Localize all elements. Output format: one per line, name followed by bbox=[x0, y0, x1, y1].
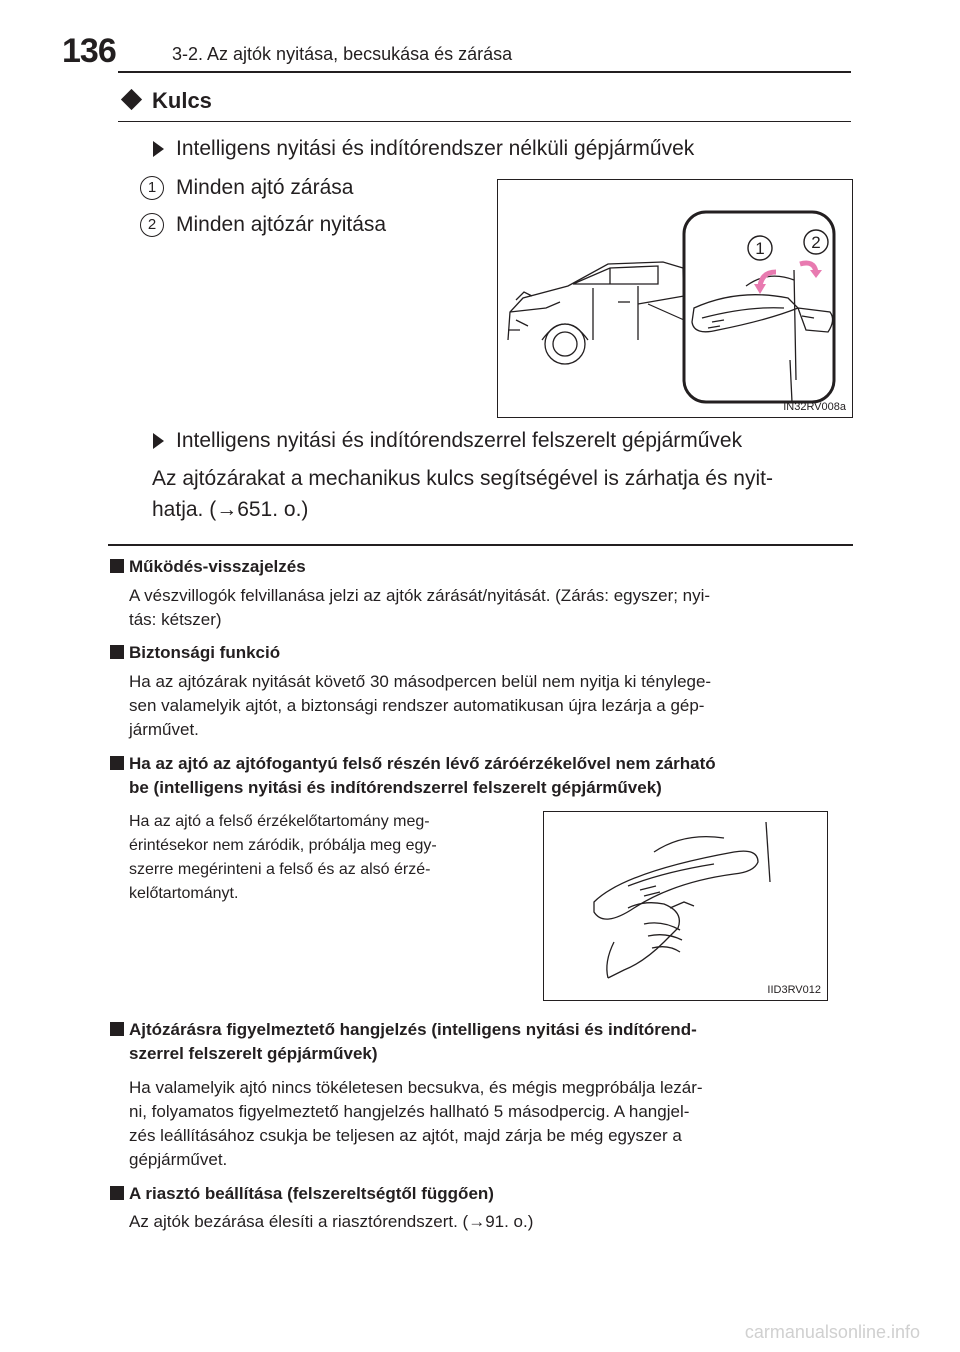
note-4-line-2: ni, folyamatos figyelmeztető hangjelzés hallható 5 másodpercig. A hangjel- bbox=[129, 1102, 690, 1121]
figure-code-1: IN32RV008a bbox=[783, 401, 846, 413]
subsection-body-line-2: hatja. (→651. o.) bbox=[152, 498, 309, 521]
divider-rule bbox=[108, 544, 853, 546]
section-title: Kulcs bbox=[152, 88, 212, 113]
car-door-illustration bbox=[498, 180, 852, 417]
subsection-body-line-1: Az ajtózárakat a mechanikus kulcs segítségével is zárhatja és nyit- bbox=[152, 467, 773, 490]
note-title-4-line-2: szerrel felszerelt gépjárművek) bbox=[129, 1044, 378, 1063]
callout-2-label: 2 bbox=[811, 233, 821, 252]
note-2-line-2: sen valamelyik ajtót, a biztonsági rendszer automatikusan újra lezárja a gép- bbox=[129, 696, 705, 715]
note-5-line-1: Az ajtók bezárása élesíti a riasztórendszert. (→91. o.) bbox=[129, 1212, 534, 1231]
figure-code-2: IID3RV012 bbox=[767, 984, 821, 996]
diamond-bullet-icon bbox=[121, 89, 142, 110]
note-1-line-1: A vészvillogók felvillanása jelzi az ajtók zárását/nyitását. (Zárás: egyszer; nyi- bbox=[129, 586, 711, 605]
door-handle-illustration bbox=[544, 812, 827, 1000]
callout-1-label: 1 bbox=[755, 239, 765, 258]
step-text-1: Minden ajtó zárása bbox=[176, 176, 354, 199]
figure-door-handle-hand bbox=[543, 811, 828, 1001]
section-rule bbox=[118, 121, 851, 122]
note-3-line-4: kelőtartományt. bbox=[129, 885, 239, 902]
figure-car-key-door bbox=[497, 179, 853, 418]
triangle-bullet-icon bbox=[153, 433, 164, 449]
square-bullet-icon bbox=[110, 756, 124, 770]
note-3-line-3: szerre megérinteni a felső és az alsó érzé- bbox=[129, 861, 431, 878]
square-bullet-icon bbox=[110, 559, 124, 573]
square-bullet-icon bbox=[110, 645, 124, 659]
note-title-5: A riasztó beállítása (felszereltségtől függően) bbox=[129, 1184, 494, 1203]
note-2-line-1: Ha az ajtózárak nyitását követő 30 másodpercen belül nem nyitja ki ténylege- bbox=[129, 672, 712, 691]
note-1-line-2: tás: kétszer) bbox=[129, 610, 222, 629]
square-bullet-icon bbox=[110, 1186, 124, 1200]
subsection-title-2: Intelligens nyitási és indítórendszerrel felszerelt gépjárművek bbox=[176, 429, 743, 452]
note-title-4-line-1: Ajtózárásra figyelmeztető hangjelzés (intelligens nyitási és indítórend- bbox=[129, 1020, 697, 1039]
step-number-1: 1 bbox=[140, 176, 164, 200]
note-title-2: Biztonsági funkció bbox=[129, 643, 281, 662]
square-bullet-icon bbox=[110, 1022, 124, 1036]
watermark: carmanualsonline.info bbox=[744, 1322, 920, 1342]
header-rule bbox=[118, 71, 851, 73]
running-title: 3-2. Az ajtók nyitása, becsukása és zárása bbox=[172, 44, 513, 64]
note-4-line-3: zés leállításához csukja be teljesen az ajtót, majd zárja be még egyszer a bbox=[129, 1126, 682, 1145]
triangle-bullet-icon bbox=[153, 141, 164, 157]
note-3-line-2: érintésekor nem záródik, próbálja meg egy- bbox=[129, 837, 437, 854]
note-4-line-4: gépjárművet. bbox=[129, 1150, 228, 1169]
subsection-title-1: Intelligens nyitási és indítórendszer nélküli gépjárművek bbox=[176, 137, 695, 160]
note-2-line-3: járművet. bbox=[129, 720, 199, 739]
step-number-2: 2 bbox=[140, 213, 164, 237]
page-number: 136 bbox=[62, 32, 116, 70]
step-text-2: Minden ajtózár nyitása bbox=[176, 213, 387, 236]
note-4-line-1: Ha valamelyik ajtó nincs tökéletesen becsukva, és mégis megpróbálja lezár- bbox=[129, 1078, 703, 1097]
note-title-3-line-2: be (intelligens nyitási és indítórendszerrel felszerelt gépjárművek) bbox=[129, 778, 662, 797]
note-title-3-line-1: Ha az ajtó az ajtófogantyú felső részén lévő záróérzékelővel nem zárható bbox=[129, 754, 716, 773]
note-title-1: Működés-visszajelzés bbox=[129, 557, 306, 576]
note-3-line-1: Ha az ajtó a felső érzékelőtartomány meg- bbox=[129, 813, 430, 830]
